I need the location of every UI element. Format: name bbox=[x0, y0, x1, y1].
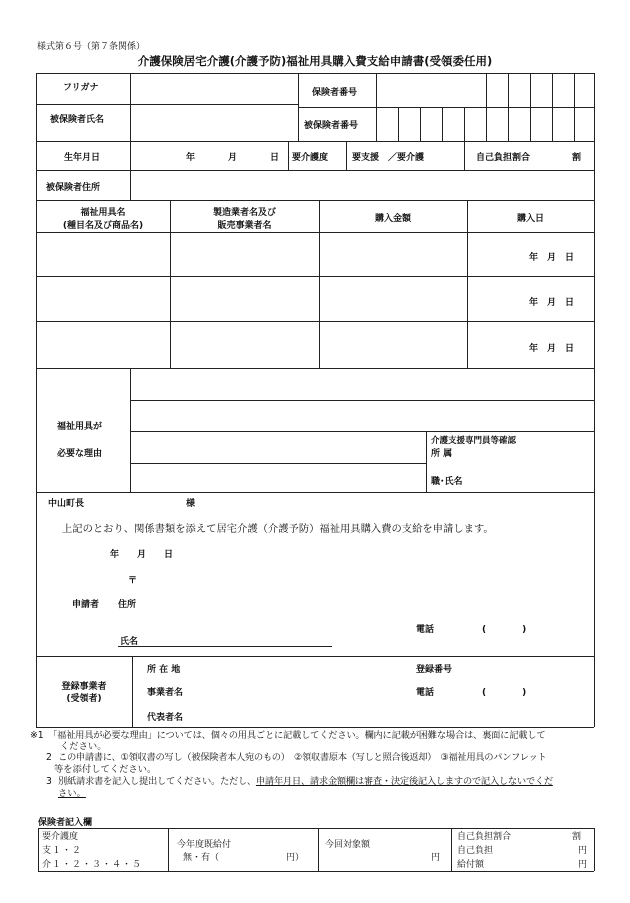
paid-this-year-value: 無・有（ bbox=[183, 853, 220, 863]
birth-month: 月 bbox=[228, 153, 238, 163]
paid-this-year-label: 今年度既給付 bbox=[177, 840, 232, 850]
amount-header: 購入金額 bbox=[374, 214, 411, 224]
item-name-header: 福祉用具名 bbox=[80, 208, 126, 218]
purchase-date-header: 購入日 bbox=[516, 214, 544, 224]
reason-label-2: 必要な理由 bbox=[57, 449, 103, 459]
note-1-line1: 「福祉用具が必要な理由」については、個々の用具ごとに記載してください。欄内に記載が困難な場合は、裏面に記載して bbox=[48, 730, 546, 741]
business-phone-paren: ( ) bbox=[482, 688, 527, 698]
postal-mark: 〒 bbox=[128, 576, 138, 586]
benefit-amount-label: 給付額 bbox=[457, 860, 485, 870]
form-number: 様式第６号（第７条関係） bbox=[37, 42, 146, 52]
reason-label-1: 福祉用具が bbox=[57, 422, 103, 432]
business-name-label: 事業者名 bbox=[147, 688, 184, 698]
target-amount-label: 今回対象額 bbox=[325, 840, 371, 850]
note-3-line1: 別紙請求書を記入し提出してください。ただし、申請年月日、請求金額欄は審査・決定後記入しますので記入しないでくだ bbox=[58, 776, 553, 787]
applicant-address-label: 住所 bbox=[118, 600, 137, 610]
benefit-amount-yen: 円 bbox=[578, 860, 588, 870]
copay-amount-label: 自己負担 bbox=[457, 846, 494, 856]
row2-date: 年 月 日 bbox=[529, 298, 575, 308]
care-level-value: 要支援 ／要介護 bbox=[352, 153, 425, 163]
applicant-label: 申請者 bbox=[72, 600, 100, 610]
note-2-mark: 2 bbox=[46, 752, 52, 763]
copay-rate-label: 自己負担割合 bbox=[476, 153, 531, 163]
seller-header: 販売事業者名 bbox=[217, 221, 272, 231]
note-2-line1: この申請書に、①領収書の写し（被保険者本人宛のもの） ②領収書原本（写しと照合後返却） ③福祉用具のパンフレット bbox=[58, 752, 547, 763]
paid-this-year-yen: 円） bbox=[286, 853, 305, 863]
birth-day: 日 bbox=[270, 153, 280, 163]
registration-number-label: 登録番号 bbox=[416, 665, 453, 675]
business-location-label: 所 在 地 bbox=[147, 665, 181, 675]
row1-date: 年 月 日 bbox=[529, 253, 575, 263]
note-3-mark: 3 bbox=[46, 776, 52, 787]
manufacturer-header: 製造業者名及び bbox=[212, 208, 276, 218]
page-title: 介護保険居宅介護(介護予防)福祉用具購入費支給申請書(受領委任用) bbox=[137, 54, 493, 68]
target-amount-yen: 円 bbox=[431, 853, 441, 863]
specialist-confirm-label: 介護支援専門員等確認 bbox=[431, 436, 517, 446]
application-date: 年 月 日 bbox=[110, 550, 174, 560]
insurer-care-level-label: 要介護度 bbox=[42, 832, 79, 842]
insurer-copay-rate-label: 自己負担割合 bbox=[457, 832, 512, 842]
addressee: 中山町長 bbox=[48, 499, 85, 509]
birth-date-label: 生年月日 bbox=[64, 153, 101, 163]
applicant-phone-paren: ( ) bbox=[482, 625, 527, 635]
care-levels: 介１・２・３・４・５ bbox=[42, 860, 143, 870]
business-label-1: 登録事業者 bbox=[61, 682, 107, 692]
affiliation-label: 所 属 bbox=[431, 449, 453, 459]
business-label-2: (受領者) bbox=[66, 694, 102, 704]
note-3-line2: さい。 bbox=[58, 788, 86, 799]
row3-date: 年 月 日 bbox=[529, 344, 575, 354]
item-name-subheader: (種目名及び商品名) bbox=[62, 221, 144, 231]
note-2-line2: 等を添付してください。 bbox=[54, 764, 157, 775]
insured-number-label: 被保険者番号 bbox=[304, 121, 359, 131]
copay-rate-unit: 割 bbox=[572, 153, 582, 163]
copay-amount-yen: 円 bbox=[578, 846, 588, 856]
application-statement: 上記のとおり、関係書類を添えて居宅介護（介護予防）福祉用具購入費の支給を申請します。 bbox=[62, 523, 494, 535]
note-1-line2: ください。 bbox=[60, 741, 107, 752]
note-1-mark: ※1 bbox=[30, 730, 44, 741]
applicant-name-label: 氏名 bbox=[120, 637, 139, 647]
business-phone-label: 電話 bbox=[416, 688, 435, 698]
representative-label: 代表者名 bbox=[147, 713, 184, 723]
birth-year: 年 bbox=[186, 153, 196, 163]
insured-name-label: 被保険者氏名 bbox=[50, 115, 105, 125]
applicant-phone-label: 電話 bbox=[416, 625, 435, 635]
insurer-section-title: 保険者記入欄 bbox=[38, 818, 93, 828]
addressee-honorific: 様 bbox=[186, 499, 196, 509]
care-level-label: 要介護度 bbox=[292, 153, 329, 163]
insurer-copay-rate-unit: 割 bbox=[572, 832, 582, 842]
insured-address-label: 被保険者住所 bbox=[46, 183, 101, 193]
position-name-label: 職･氏名 bbox=[431, 477, 463, 487]
insurer-number-label: 保険者番号 bbox=[312, 88, 358, 98]
support-levels: 支１・２ bbox=[42, 846, 83, 856]
furigana-label: フリガナ bbox=[63, 83, 99, 93]
